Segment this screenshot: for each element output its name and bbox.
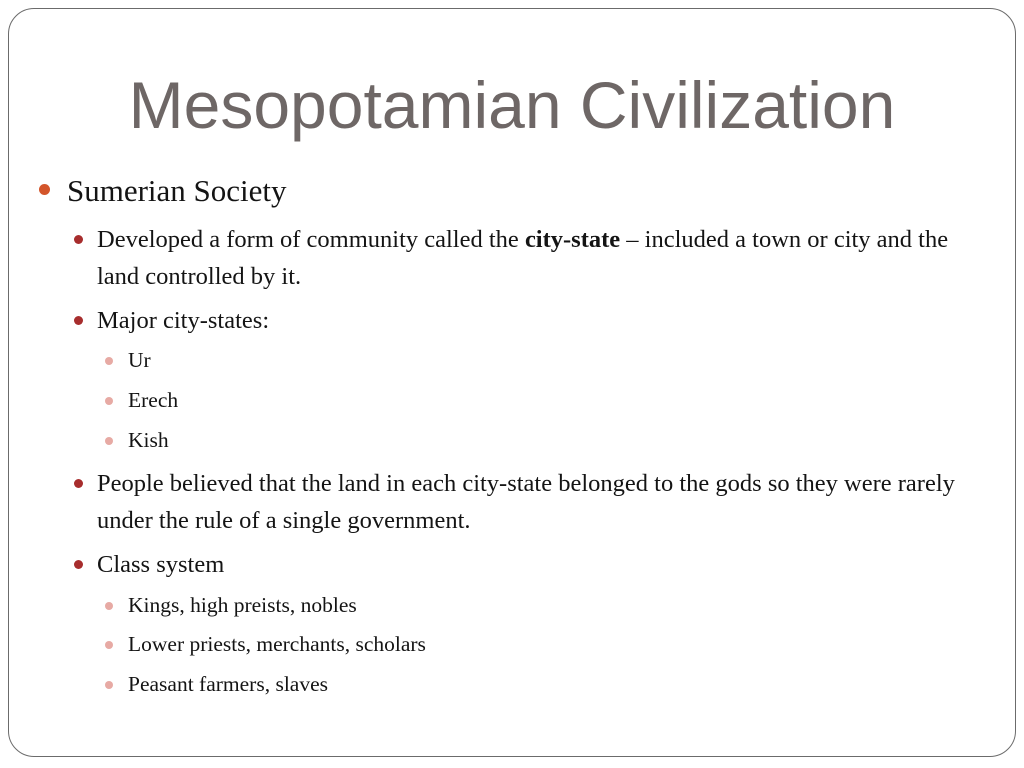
class-system-label: Class system: [97, 551, 225, 578]
sub-bullet-ur: [128, 344, 151, 376]
list-item: Erech: [128, 388, 179, 412]
heading-sumerian-society: [67, 172, 287, 210]
sub-bullet-upper-class: [128, 589, 357, 621]
list-item: Kish: [128, 428, 169, 452]
slide-title: Mesopotamian Civilization: [128, 68, 896, 142]
list-item: Lower priests, merchants, scholars: [128, 632, 426, 656]
list-item: Peasant farmers, slaves: [128, 672, 328, 696]
major-city-states-label: Major city-states:: [97, 307, 270, 334]
bullet-icon: [105, 641, 113, 649]
bullet-city-state-definition: [97, 221, 977, 295]
bullet-land-belief: [97, 465, 977, 539]
list-item: Ur: [128, 348, 151, 372]
sub-bullet-kish: [128, 424, 169, 456]
bullet-icon: [74, 560, 83, 569]
sub-bullet-lower-class: [128, 668, 328, 700]
sub-bullet-erech: [128, 384, 178, 416]
bullet-icon: [105, 357, 113, 365]
land-belief-text: People believed that the land in each city-state belonged to the gods so they were rarely under the rule of a single government.: [97, 470, 955, 534]
bullet-icon: [74, 235, 83, 244]
bullet-icon: [39, 184, 50, 195]
bullet-major-city-states: [97, 302, 977, 339]
city-state-text-after: – included a town or city and the land controlled by it.: [97, 226, 949, 290]
bullet-icon: [105, 681, 113, 689]
bullet-class-system: [97, 546, 977, 583]
bullet-icon: [105, 602, 113, 610]
bullet-icon: [74, 479, 83, 488]
list-item: Kings, high preists, nobles: [128, 593, 357, 617]
bullet-icon: [105, 397, 113, 405]
sub-bullet-middle-class: [128, 628, 426, 660]
bullet-icon: [74, 316, 83, 325]
heading-text: Sumerian Society: [67, 173, 287, 208]
city-state-text-before: Developed a form of community called the: [97, 226, 525, 253]
city-state-term: city-state: [524, 226, 621, 253]
bullet-icon: [105, 437, 113, 445]
